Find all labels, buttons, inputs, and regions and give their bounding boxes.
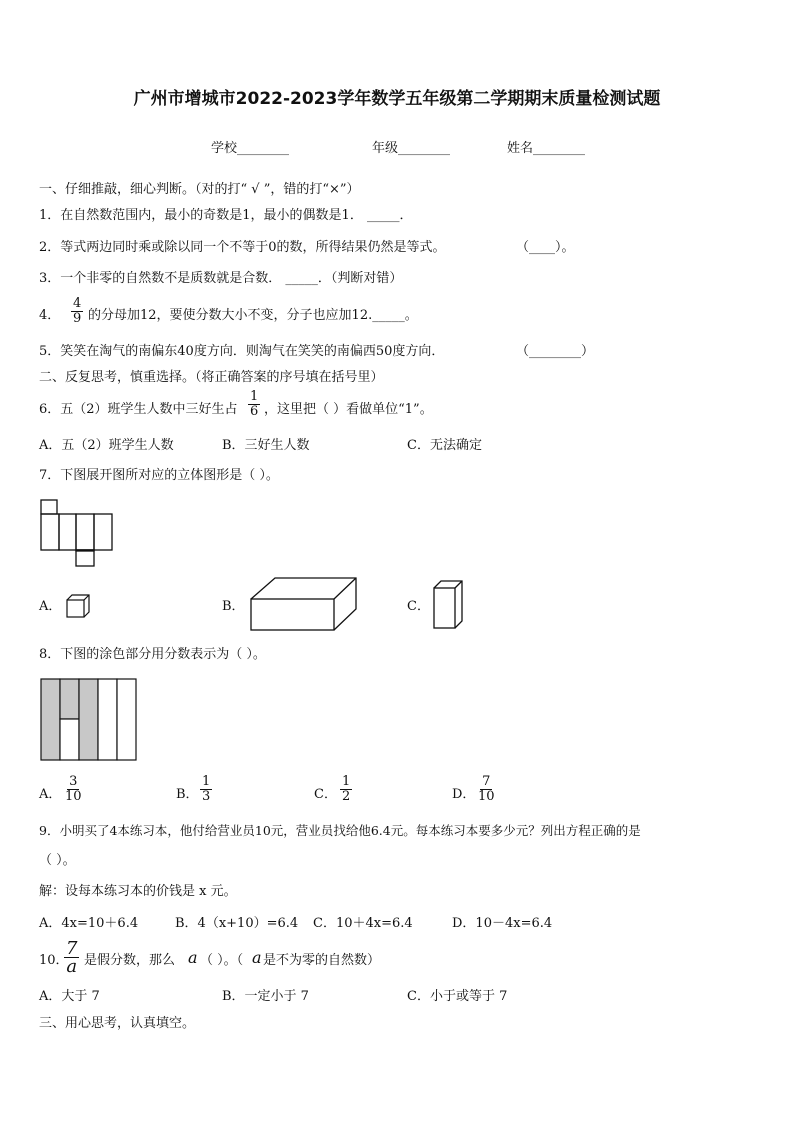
question-6-suffix: ，这里把（ ）看做单位“1”。 xyxy=(264,402,433,417)
fraction-denominator: 2 xyxy=(342,789,351,804)
fraction-denominator: 10 xyxy=(65,789,82,804)
question-10-option-c: C．小于或等于 7 xyxy=(407,989,508,1004)
tall-cuboid-figure xyxy=(433,580,465,630)
question-7-option-c: C． xyxy=(407,599,430,614)
question-9-option-c: C．10＋4x=6.4 xyxy=(313,916,413,931)
fraction-numerator: 4 xyxy=(73,296,82,311)
question-3: 3．一个非零的自然数不是质数就是合数． _____．（判断对错） xyxy=(39,271,403,286)
question-9-option-b: B．4（x+10）=6.4 xyxy=(175,916,299,931)
question-8-option-a-label: A． xyxy=(39,787,62,802)
question-10-fraction xyxy=(64,940,79,975)
question-9-line-1: 9．小明买了4本练习本，他付给营业员10元，营业员找给他6.4元。每本练习本要多少元？列出方程正确的是 xyxy=(39,823,641,838)
section3-heading: 三、用心思考，认真填空。 xyxy=(39,1016,196,1031)
fraction-numerator: 1 xyxy=(342,774,351,789)
school-field: 学校________ xyxy=(211,141,290,156)
question-7-option-a: A． xyxy=(39,599,62,614)
grade-field: 年级________ xyxy=(372,141,451,156)
question-5-blank: （________） xyxy=(516,344,595,359)
question-7: 7．下图展开图所对应的立体图形是（ ）。 xyxy=(39,468,279,483)
question-8-option-c-label: C． xyxy=(314,787,337,802)
question-6-option-b: B．三好生人数 xyxy=(222,438,310,453)
fraction-denominator: 10 xyxy=(478,789,495,804)
question-10-text: 是假分数，那么 xyxy=(84,953,176,968)
question-4-number: 4． xyxy=(39,308,61,323)
question-9-option-a: A．4x=10＋6.4 xyxy=(39,916,139,931)
question-9-option-d: D．10－4x=6.4 xyxy=(452,916,553,931)
question-10-option-a: A．大于 7 xyxy=(39,989,100,1004)
question-8-option-b-fraction xyxy=(200,775,212,804)
question-9-line-2: （ ）。 xyxy=(39,853,76,868)
long-cuboid-figure xyxy=(250,576,360,632)
question-10-option-b: B．一定小于 7 xyxy=(222,989,309,1004)
question-1: 1．在自然数范围内，最小的奇数是1，最小的偶数是1． _____． xyxy=(39,208,413,223)
question-5: 5．笑笑在淘气的南偏东40度方向．则淘气在笑笑的南偏西50度方向． xyxy=(39,344,445,359)
question-6-prefix: 6．五（2）班学生人数中三好生占 xyxy=(39,402,238,417)
question-6-fraction xyxy=(248,390,260,419)
fraction-numerator: 1 xyxy=(202,774,211,789)
fraction-numerator: 7 xyxy=(66,938,78,959)
question-8-option-d-label: D． xyxy=(452,787,476,802)
question-10-variable-note: a xyxy=(252,948,262,967)
question-10-variable: a xyxy=(188,948,198,967)
question-8-option-a-fraction xyxy=(63,775,84,804)
fraction-numerator: 3 xyxy=(69,774,78,789)
cube-net-bottom-face xyxy=(39,498,119,568)
question-6-option-c: C．无法确定 xyxy=(407,438,482,453)
question-10-end: 是不为零的自然数） xyxy=(263,953,381,968)
question-6-option-a: A．五（2）班学生人数 xyxy=(39,438,174,453)
question-4-fraction xyxy=(71,297,83,326)
fraction-numerator: 1 xyxy=(250,389,259,404)
name-field: 姓名________ xyxy=(507,141,586,156)
question-10-number: 10． xyxy=(39,953,69,968)
question-8-option-d-fraction xyxy=(476,775,497,804)
question-2: 2．等式两边同时乘或除以同一个不等于0的数，所得结果仍然是等式。 xyxy=(39,240,446,255)
section1-heading: 一、仔细推敲，细心判断。（对的打“ √ ”，错的打“×”） xyxy=(39,182,360,197)
question-2-blank: （____）。 xyxy=(516,240,575,255)
question-8-option-c-fraction xyxy=(340,775,352,804)
question-9-solution: 解：设每本练习本的价钱是 x 元。 xyxy=(39,884,237,899)
shaded-grid-figure xyxy=(40,678,138,762)
page-title: 广州市增城市2022-2023学年数学五年级第二学期期末质量检测试题 xyxy=(133,89,661,109)
fraction-denominator: 6 xyxy=(250,404,259,419)
fraction-denominator: 9 xyxy=(73,311,82,326)
question-7-option-b: B． xyxy=(222,599,245,614)
question-4-text: 的分母加12，要使分数大小不变，分子也应加12._____。 xyxy=(88,308,418,323)
fraction-numerator: 7 xyxy=(482,774,491,789)
section2-heading: 二、反复思考，慎重选择。（将正确答案的序号填在括号里） xyxy=(39,370,384,385)
small-cube-figure xyxy=(66,594,92,620)
question-8-option-b-label: B． xyxy=(176,787,199,802)
fraction-denominator: 3 xyxy=(202,789,211,804)
question-10-paren: （ ）。（ xyxy=(200,953,244,968)
question-8: 8．下图的涂色部分用分数表示为（ ）。 xyxy=(39,647,266,662)
fraction-denominator: a xyxy=(66,956,78,977)
